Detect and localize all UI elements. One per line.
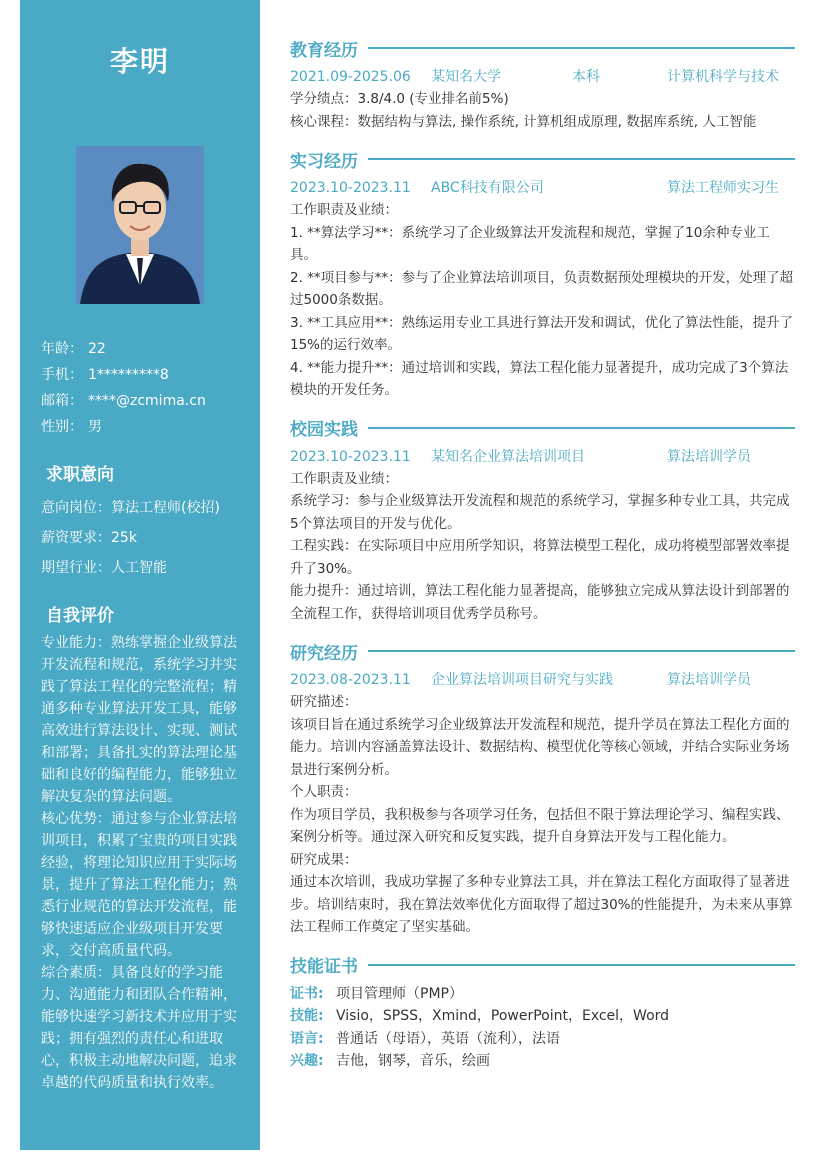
campus-date: 2023.10-2023.11 xyxy=(290,448,411,465)
basic-info xyxy=(41,336,206,440)
main-content xyxy=(290,30,795,1081)
info-phone: 手机： 1*********8 xyxy=(41,367,169,383)
internship-meta xyxy=(290,177,795,199)
skill-tools: 技能: Visio，SPSS，Xmind，PowerPoint，Excel，Word xyxy=(290,1008,670,1024)
profile-photo xyxy=(76,146,204,304)
section-divider xyxy=(368,964,795,966)
info-gender: 性别： 男 xyxy=(41,419,102,435)
section-title: 教育经历 xyxy=(290,40,358,61)
section-divider xyxy=(368,650,795,652)
self-eval-text xyxy=(41,632,243,1094)
campus-role: 算法培训学员 xyxy=(667,448,751,465)
section-divider xyxy=(368,158,795,160)
campus-org: 某知名企业算法培训项目 xyxy=(431,448,585,465)
education-meta xyxy=(290,66,795,88)
research-meta xyxy=(290,669,795,691)
education-school: 某知名大学 xyxy=(431,69,501,85)
intent-list xyxy=(41,493,220,583)
research-details xyxy=(290,691,795,939)
skill-interests: 兴趣: 吉他，钢琴，音乐，绘画 xyxy=(290,1053,490,1069)
internship-date: 2023.10-2023.11 xyxy=(290,180,411,196)
text-line: 工作职责及业绩： xyxy=(290,202,398,218)
research-date: 2023.08-2023.11 xyxy=(290,672,411,688)
intent-heading: 求职意向 xyxy=(46,465,114,485)
text-line: 3. **工具应用**：熟练运用专业工具进行算法开发和调试，优化了算法性能，提升了15%的运行效率。 xyxy=(290,314,794,353)
text-line: 学分绩点：3.8/4.0 (专业排名前5%) xyxy=(290,91,509,107)
campus-details xyxy=(290,468,795,626)
section-title: 技能证书 xyxy=(290,957,358,977)
skills-section xyxy=(290,947,795,1073)
text-line: 个人职责： xyxy=(290,784,358,800)
text-line: 通过本次培训，我成功掌握了多种专业算法工具，并在算法工程化方面取得了显著进步。培训结束时，我在算法效率优化方面取得了超过30%的性能提升，为未来从事算法工程师工作奠定了坚实基础。 xyxy=(290,874,793,935)
intent-position: 意向岗位：算法工程师(校招) xyxy=(41,500,220,516)
info-email: 邮箱： ****@zcmima.cn xyxy=(41,393,206,409)
text-line: 能力提升：通过培训，算法工程化能力显著提高，能够独立完成从算法设计到部署的全流程工作，获得培训项目优秀学员称号。 xyxy=(290,583,790,622)
text-line: 该项目旨在通过系统学习企业级算法开发流程和规范，提升学员在算法工程化方面的能力。培训内容涵盖算法设计、数据结构、模型优化等核心领域，并结合实际业务场景进行案例分析。 xyxy=(290,716,790,778)
internship-role: 算法工程师实习生 xyxy=(667,180,779,196)
research-project: 企业算法培训项目研究与实践 xyxy=(431,672,613,688)
education-degree: 本科 xyxy=(572,69,600,85)
intent-industry: 期望行业：人工智能 xyxy=(41,560,167,576)
text-line: 2. **项目参与**：参与了企业算法培训项目，负责数据预处理模块的开发，处理了超过5000条数据。 xyxy=(290,269,794,308)
section-divider xyxy=(368,47,795,49)
research-section xyxy=(290,633,795,939)
text-line: 作为项目学员，我积极参与各项学习任务，包括但不限于算法理论学习、编程实践、案例分析等。通过深入研究和反复实践，提升自身算法开发与工程化能力。 xyxy=(290,806,790,845)
text-line: 工作职责及业绩： xyxy=(290,470,398,487)
self-eval-heading: 自我评价 xyxy=(46,606,114,626)
education-date: 2021.09-2025.06 xyxy=(290,69,411,85)
section-title: 校园实践 xyxy=(290,420,358,440)
self-eval-paragraph: 专业能力：熟练掌握企业级算法开发流程和规范，系统学习并实践了算法工程化的完整流程；精通多种专业算法开发工具，能够高效进行算法设计、实现、测试和部署；具备扎实的算法理论基础和良好的编程能力，能够独立解决复杂的算法问题。 xyxy=(41,635,237,805)
skill-certificate: 证书: 项目管理师（PMP） xyxy=(290,985,463,1002)
education-details xyxy=(290,88,795,133)
internship-section xyxy=(290,141,795,402)
campus-meta xyxy=(290,446,795,468)
internship-details xyxy=(290,199,795,402)
skill-languages: 语言: 普通话（母语），英语（流利），法语 xyxy=(290,1030,560,1047)
text-line: 1. **算法学习**：系统学习了企业级算法开发流程和规范，掌握了10余种专业工具。 xyxy=(290,224,770,263)
text-line: 系统学习：参与企业级算法开发流程和规范的系统学习，掌握多种专业工具，共完成5个算法项目的开发与优化。 xyxy=(290,493,790,532)
section-divider xyxy=(368,427,795,429)
text-line: 研究成果： xyxy=(290,851,358,868)
campus-section xyxy=(290,410,795,626)
internship-company: ABC科技有限公司 xyxy=(431,180,544,196)
text-line: 核心课程：数据结构与算法, 操作系统, 计算机组成原理, 数据库系统, 人工智能 xyxy=(290,113,757,130)
section-title: 研究经历 xyxy=(290,643,358,664)
text-line: 工程实践：在实际项目中应用所学知识，将算法模型工程化，成功将模型部署效率提升了30%。 xyxy=(290,538,790,577)
research-role: 算法培训学员 xyxy=(667,672,751,688)
sidebar xyxy=(20,0,260,1150)
section-title: 实习经历 xyxy=(290,151,358,172)
self-eval-paragraph: 核心优势：通过参与企业算法培训项目，积累了宝贵的项目实践经验，将理论知识应用于实际场景，提升了算法工程化能力；熟悉行业规范的算法开发流程，能够快速适应企业级项目开发要求，交付高质量代码。 xyxy=(41,811,237,959)
candidate-name: 李明 xyxy=(109,45,170,78)
info-age: 年龄： 22 xyxy=(41,341,106,357)
education-major: 计算机科学与技术 xyxy=(667,69,779,85)
text-line: 研究描述： xyxy=(290,694,358,710)
text-line: 4. **能力提升**：通过培训和实践，算法工程化能力显著提升，成功完成了3个算法模块的开发任务。 xyxy=(290,359,789,398)
self-eval-paragraph: 综合素质：具备良好的学习能力、沟通能力和团队合作精神，能够快速学习新技术并应用于实践；拥有强烈的责任心和进取心，积极主动地解决问题，追求卓越的代码质量和执行效率。 xyxy=(41,965,237,1091)
education-section xyxy=(290,30,795,133)
intent-salary: 薪资要求：25k xyxy=(41,530,137,546)
